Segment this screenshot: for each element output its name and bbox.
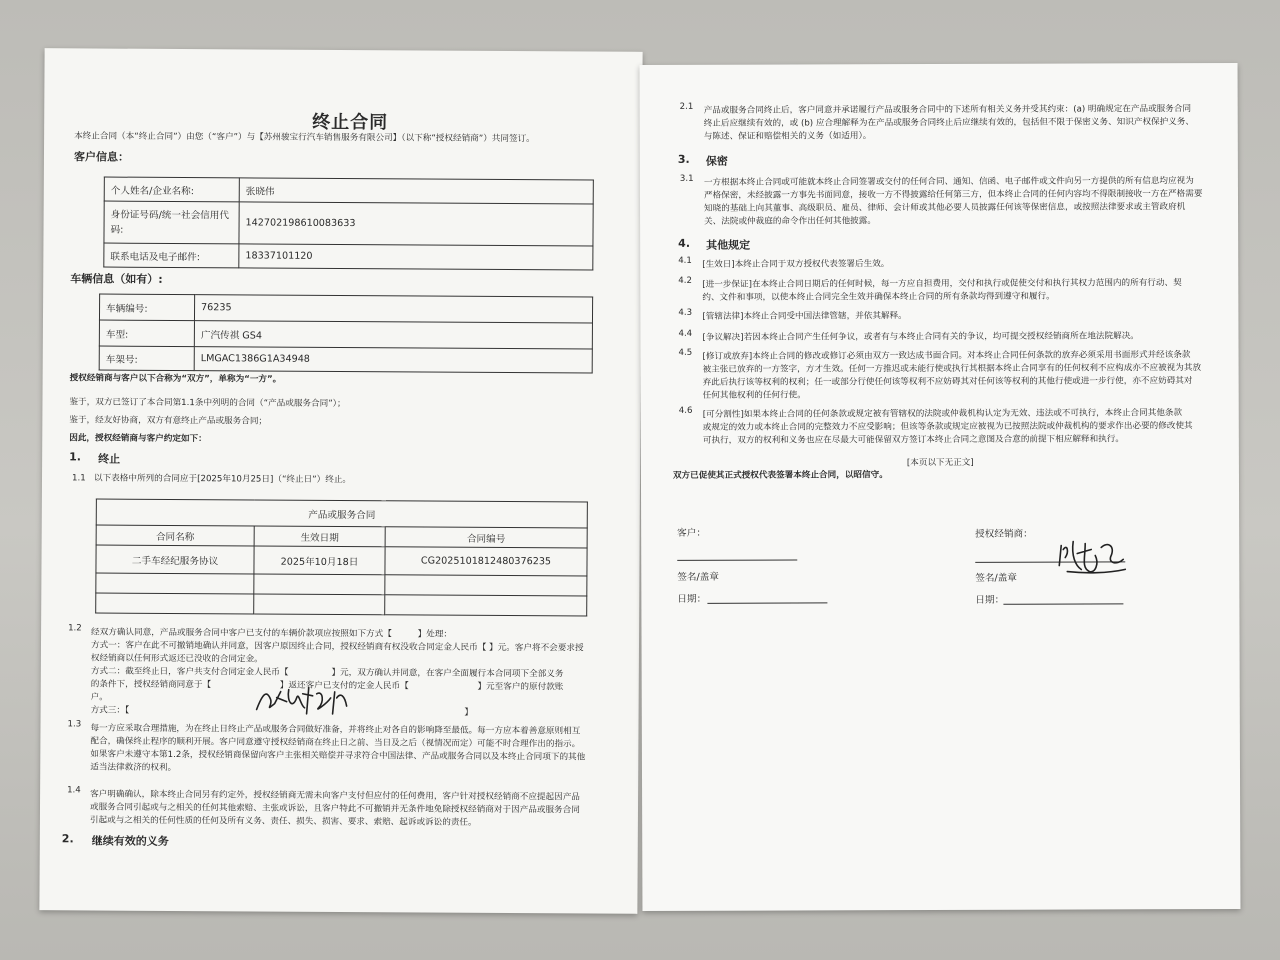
clause-3-1-line: 关、法院或仲裁庭的命令作出任何其他披露。 [704, 216, 876, 227]
clause-1-3-number: 1.3 [67, 719, 82, 730]
table-row [99, 294, 592, 323]
clause-1-3-line: 适当法律救济的权利。 [90, 762, 177, 773]
column-header: 合同编号 [385, 527, 587, 548]
contract-page-2 [640, 63, 1241, 911]
clause-1-2-line: 权经销商以任何形式返还已没收的合同定金。 [90, 653, 263, 665]
table-cell-value: 张晓伟 [239, 178, 593, 204]
table-row [104, 243, 593, 270]
therefore-clause: 因此，授权经销商与客户约定如下： [69, 433, 207, 445]
table-row [104, 177, 593, 204]
section-1-number: 1. [69, 450, 82, 464]
clause-1-3-line: 配合，确保终止程序的顺利开展。客户同意遵守授权经销商在终止日之前、当日及之后（视情况而定）可能不时合理作出的指示。 [90, 736, 581, 750]
table-row-empty [96, 593, 587, 616]
clause-4-4-line: [争议解决]若因本终止合同产生任何争议，或者有与本终止合同有关的争议，均可提交授权经销商所在地法院解决。 [702, 331, 1139, 343]
dealer-date-line [1003, 603, 1123, 604]
table-cell-label: 车型: [99, 320, 194, 347]
handwritten-signature-2 [1055, 535, 1129, 579]
section-3-number: 3. [677, 152, 690, 166]
customer-info-table [103, 177, 594, 271]
whereas-clause-1: 鉴于，双方已签订了本合同第1.1条中列明的合同（“产品或服务合同”）； [69, 397, 346, 410]
clause-1-2-line: 方式二：截至终止日，客户共支付合同定金人民币【 】元，双方确认并同意，在客户全面履行本合同项下全部义务 [90, 666, 564, 680]
table-row [104, 201, 593, 246]
table-row [96, 499, 587, 528]
clause-4-6-line: 可执行，双方的权利和义务也应在尽最大可能保留双方签订本终止合同之意图及合意的前提下相应解释和执行。 [702, 434, 1124, 446]
witness-statement: 双方已促使其正式授权代表签署本终止合同，以昭信守。 [672, 470, 888, 481]
table-cell-value: 76235 [194, 295, 592, 323]
clause-1-4-number: 1.4 [67, 785, 81, 796]
clause-1-4-line: 或服务合同引起或与之相关的任何其他索赔、主张或诉讼，且客户特此不可撤销并无条件地免除授权经销商对于因产品或服务合同 [89, 802, 580, 816]
clause-2-1-number: 2.1 [679, 101, 694, 112]
clause-1-1-text: 以下表格中所列的合同应于[2025年10月25日]（“终止日”）终止。 [93, 473, 352, 486]
table-cell-value: 广汽传祺 GS4 [194, 321, 592, 349]
section-4-number: 4. [678, 236, 691, 250]
clause-4-3-number: 4.3 [678, 307, 693, 318]
clause-1-2-number: 1.2 [68, 623, 82, 634]
table-cell-label: 车架号: [99, 346, 194, 371]
section-2-title: 继续有效的义务 [91, 834, 169, 848]
table-cell-value: 18337101120 [239, 244, 593, 270]
table-cell-label: 个人姓名/企业名称: [104, 177, 239, 202]
clause-1-2-line: 方式三：【 】 [90, 705, 474, 718]
table-caption: 产品或服务合同 [96, 499, 587, 528]
section-2-number: 2. [61, 832, 74, 846]
clause-4-1-line: [生效日]本终止合同于双方授权代表签署后生效。 [702, 259, 890, 270]
clause-1-4-line: 引起或与之相关的任何性质的任何及所有义务、责任、损失、损害、要求、索赔、起诉或诉讼的责任。 [89, 815, 477, 828]
clause-1-2-line: 方式一：客户在此不可撤销地确认并同意，因客户原因终止合同，授权经销商有权没收合同定金人民币【 】元。客户将不会要求授 [90, 640, 584, 654]
clause-4-4-number: 4.4 [678, 328, 693, 339]
clause-1-4-line: 客户明确确认，除本终止合同另有约定外，授权经销商无需未向客户支付但应付的任何费用，客户针对授权经销商不应提起因产品 [90, 789, 580, 803]
dealer-date-label: 日期： [975, 594, 1005, 606]
clause-4-5-line: [修订或放弃]本终止合同的修改或修订必须由双方一致达成书面合同。对本终止合同任何条款的放弃必须采用书面形式并经该条款 [702, 350, 1191, 362]
column-header: 生效日期 [254, 526, 385, 547]
column-header: 合同名称 [96, 525, 254, 546]
dealer-signature-label: 授权经销商： [975, 528, 1033, 540]
contract-page-1 [39, 48, 642, 914]
vehicle-info-table [99, 294, 593, 374]
table-cell-label: 联系电话及电子邮件: [104, 243, 239, 268]
handwritten-signature-1 [253, 683, 353, 718]
table-row [99, 346, 592, 373]
customer-sign-stamp-label: 签名/盖章 [677, 571, 719, 583]
section-1-title: 终止 [98, 452, 121, 466]
section-3-title: 保密 [705, 154, 728, 168]
vehicle-info-heading: 车辆信息（如有）: [70, 272, 163, 286]
clause-4-1-number: 4.1 [678, 255, 692, 266]
clause-1-3-line: 如果客户未遵守本第1.2条，授权经销商保留向客户主张相关赔偿并寻求符合中国法律、产品或服务合同以及本终止合同项下的其他 [90, 749, 586, 763]
clause-3-1-number: 3.1 [679, 173, 694, 184]
table-cell-value: 142702198610083633 [239, 202, 593, 246]
clause-1-2-line: 经双方确认同意，产品或服务合同中客户已支付的车辆价款项应按照如下方式【 】处理： [91, 627, 453, 640]
clause-4-6-number: 4.6 [678, 405, 693, 416]
customer-date-label: 日期： [677, 593, 707, 605]
clause-2-1-line: 产品或服务合同终止后，客户同意并承诺履行产品或服务合同中的下述所有相关义务并受其约束：(a) 明确规定在产品或服务合同 [703, 104, 1192, 116]
dealer-sign-stamp-label: 签名/盖章 [975, 572, 1017, 584]
whereas-clause-2: 鉴于，经友好协商，双方有意终止产品或服务合同； [69, 415, 268, 427]
clause-2-1-line: 与陈述、保证和赔偿相关的义务（如适用）。 [703, 131, 872, 142]
clause-4-6-line: 或规定的效力或本终止合同的完整效力不应受影响；但该等条款或规定应被视为已按照法院或仲裁机构的要求作出必要的修改使其 [702, 421, 1193, 433]
clause-4-2-number: 4.2 [678, 275, 692, 286]
clause-4-2-line: [进一步保证]在本终止合同日期后的任何时候，每一方应自担费用，交付和执行或促使交付和执行其权力范围内的所有行动、契 [702, 278, 1182, 290]
clause-3-1-line: 知晓的基础上向其董事、高级职员、雇员、律师、会计师或其他必要人员披露任何该等保密信息，或按照法律要求或主管政府机 [704, 202, 1186, 214]
clause-4-6-line: [可分割性]如果本终止合同的任何条款或规定被有管辖权的法院或仲裁机构认定为无效、违法或不可执行，本终止合同其他条款 [702, 408, 1183, 420]
section-4-title: 其他规定 [706, 238, 751, 252]
customer-signature-label: 客户： [677, 527, 706, 539]
clause-4-2-line: 约、文件和事项，以使本终止合同完全生效并确保本终止合同的所有条款均得到遵守和履行。 [702, 291, 1055, 303]
clause-1-2-line: 的条件下，授权经销商同意于【 】返还客户已支付的定金人民币【 】元至客户的原付款账 [90, 679, 564, 693]
clause-1-1-number: 1.1 [71, 473, 86, 484]
table-cell: CG2025101812480376235 [385, 547, 587, 576]
table-cell: 2025年10月18日 [254, 546, 385, 575]
table-cell: 二手车经纪服务协议 [96, 545, 254, 574]
clause-4-3-line: [管辖法律]本终止合同受中国法律管辖，并依其解释。 [702, 311, 907, 322]
clause-3-1-line: 一方根据本终止合同或可能就本终止合同签署或交付的任何合同、通知、信函、电子邮件或文件向另一方提供的所有信息均应视为 [703, 176, 1194, 188]
clause-4-5-line: 任何其他权利的任何行使。 [702, 390, 806, 401]
parties-definition: 授权经销商与客户以下合称为“双方”，单称为“一方”。 [69, 373, 282, 385]
clause-4-5-line: 被主张已放弃的一方签字，方才生效。任何一方推迟或未能行使或执行其根据本终止合同享有的任何权利不应构成亦不应被视为其放 [702, 363, 1202, 375]
table-cell-value: LMGAC1386G1A34948 [194, 347, 592, 373]
clause-2-1-line: 终止后应继续有效的，或 (b) 应合理解释为在产品或服务合同终止后应继续有效的，包括但不限于保密义务、知识产权保护义务、 [703, 117, 1195, 129]
table-cell-label: 车辆编号: [99, 294, 194, 321]
customer-signature-line [677, 559, 797, 560]
customer-info-heading: 客户信息： [73, 150, 130, 164]
table-cell-label: 身份证号码/统一社会信用代码: [104, 201, 239, 244]
intro-text: 本终止合同（本“终止合同”）由您（“客户”）与【苏州骏宝行汽车销售服务有限公司】（以下称“授权经销商”）共同签订。 [74, 131, 535, 145]
clause-3-1-line: 严格保密，未经披露一方事先书面同意，接收一方不得披露给任何第三方，但本终止合同的任何内容均不得限制接收一方在严格需要 [703, 189, 1203, 201]
page-title: 终止合同 [312, 111, 389, 134]
table-row [96, 545, 587, 576]
contract-list-table [95, 499, 588, 617]
clause-1-3-line: 每一方应采取合理措施，为在终止日终止产品或服务合同做好准备，并将终止对各自的影响降至最低。每一方应本着善意原则相互 [90, 723, 581, 737]
table-row [99, 320, 592, 349]
clause-4-5-line: 弃此后执行该等权利的权利；任一或部分行使任何该等权利不应妨碍其对任何该等权利的其他行使或进一步行使，亦不应妨碍其对 [702, 376, 1193, 388]
blank-page-note: [本页以下无正文] [906, 457, 974, 469]
clause-1-2-line: 户。 [90, 692, 108, 703]
clause-4-5-number: 4.5 [678, 347, 693, 358]
customer-date-line [707, 602, 827, 603]
